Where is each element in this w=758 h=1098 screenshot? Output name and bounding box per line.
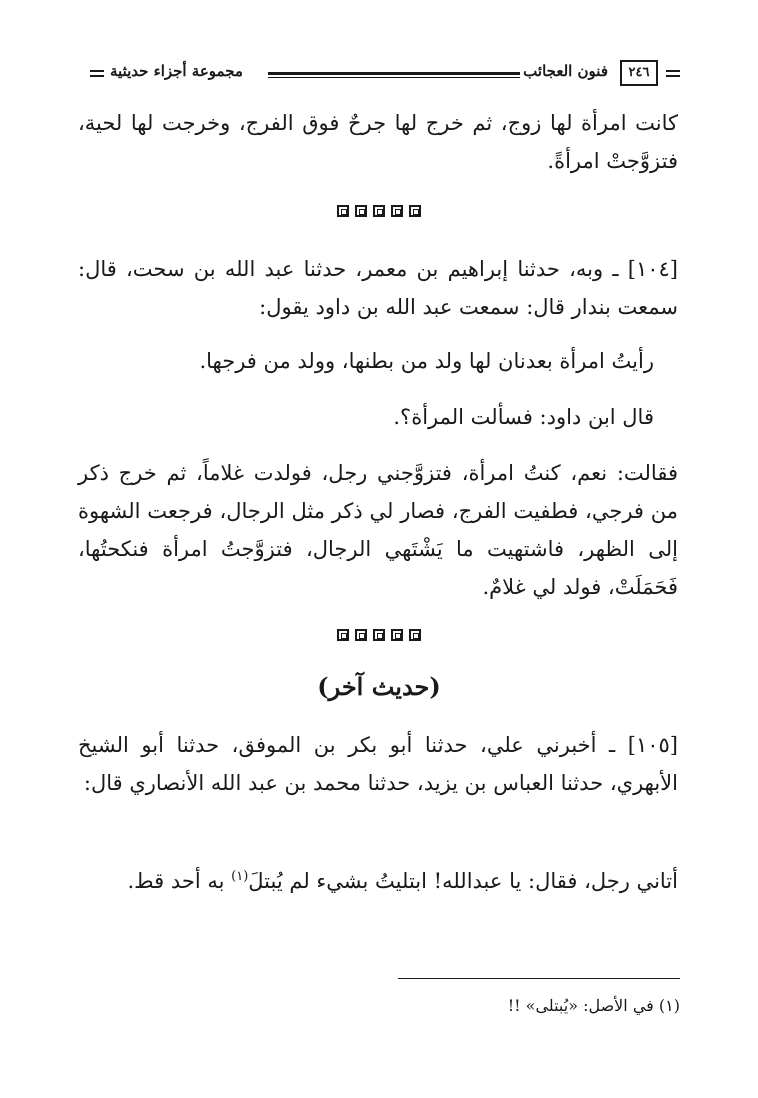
footnote: (١) في الأصل: «يُبتلى» !! [507, 996, 680, 1015]
footnote-ref: (١) [231, 869, 249, 884]
book-title: مجموعة أجزاء حديثية [110, 62, 243, 80]
section-heading: (حديث آخر) [317, 672, 441, 701]
section-title: فنون العجائب [523, 62, 608, 80]
running-header [90, 52, 680, 92]
quote-paragraph: رأيتُ امرأة بعدنان لها ولد من بطنها، وولد من فرجها. [199, 349, 654, 373]
paragraph: فقالت: نعم، كنتُ امرأة، فتزوَّجني رجل، فولدت غلاماً، ثم خرج ذكر من فرجي، فطفيت الفرج، فصار لي ذكر مثل الرجال، فرجعت الشهوة إلى الظهر، فاشتهيت ما يَشْتَهي الرجال، فتزوَّجتُ امرأة فنكحتُها، فَحَمَلَتْ، فولد لي غلامٌ. [78, 461, 678, 599]
hadith-paragraph: [١٠٤] ـ وبه، حدثنا إبراهيم بن معمر، حدثنا عبد الله بن سحت، قال: سمعت بندار قال: سمعت عبد الله بن داود يقول: [78, 257, 678, 319]
page-number: ٢٤٦ [620, 60, 658, 86]
section-separator [0, 626, 758, 645]
paragraph: قال ابن داود: فسألت المرأة؟. [393, 405, 654, 429]
paragraph-text: أتاني رجل، فقال: يا عبدالله! ابتليتُ بشيء لم يُبتلَ [248, 869, 678, 893]
header-ornament [90, 75, 104, 77]
footnote-rule [398, 978, 680, 979]
header-ornament [666, 70, 680, 72]
paragraph-text: به أحد قط. [127, 869, 232, 893]
paragraph [78, 858, 678, 900]
header-rule [268, 72, 520, 75]
hadith-paragraph: [١٠٥] ـ أخبرني علي، حدثنا أبو بكر بن الموفق، حدثنا أبو الشيخ الأبهري، حدثنا العباس بن يزيد، حدثنا محمد بن عبد الله الأنصاري قال: [78, 733, 678, 795]
header-rule [268, 77, 520, 78]
header-ornament [666, 75, 680, 77]
paragraph: كانت امرأة لها زوج، ثم خرج لها جرحٌ فوق الفرج، وخرجت لها لحية، فتزوَّجتْ امرأةً. [78, 111, 678, 173]
header-ornament [90, 70, 104, 72]
section-separator [0, 202, 758, 221]
